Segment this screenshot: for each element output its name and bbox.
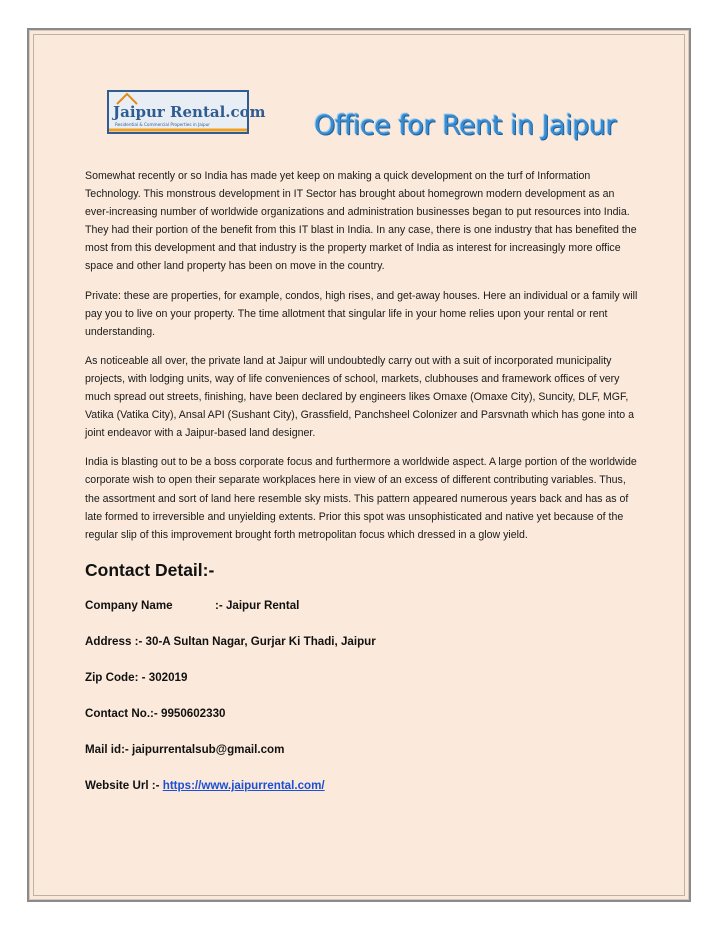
contact-zip: Zip Code: - 302019 [85, 670, 188, 684]
jaipur-rental-logo [107, 90, 266, 134]
company-value: :- Jaipur Rental [215, 598, 300, 612]
contact-phone: Contact No.:- 9950602330 [85, 706, 226, 720]
company-label: Company Name [85, 598, 173, 612]
paragraph-it-development: Somewhat recently or so India has made yet keep on making a quick development on the turf of Information Technology. This monstrous development in IT Sector has brought about homegrown modern development as an ever-increasing number of worldwide organizations and administration businesses began to put resources into India. They had their portion of the benefit from this IT blast in India. In any case, there is one industry that has benefited the most from this development and that industry is the property market of India as interest for increasingly more office space and other land property has been on move in the country. [85, 170, 637, 273]
contact-mail: Mail id:- jaipurrentalsub@gmail.com [85, 742, 285, 756]
website-label: Website Url :- [85, 778, 163, 792]
paragraph-india-corporate: India is blasting out to be a boss corporate focus and furthermore a worldwide aspect. A large portion of the worldwide corporate wish to open their separate workplaces here in view of an excess of different contributing variables. Thus, the assortment and sort of land here resemble sky mists. This pattern appeared numerous years back and has as of late formed to irreversible and unyielding extents. Prior this spot was unsophisticated and native yet because of the regular slip of this improvement brought forth metropolitan focus which dressed in a glow yield. [85, 456, 637, 541]
contact-website [85, 779, 641, 792]
logo-graphic [107, 90, 266, 134]
paragraph-jaipur-land: As noticeable all over, the private land at Jaipur will undoubtedly carry out with a suit of incorporated municipality projects, with lodging units, way of life conveniences of school, markets, clubhouses and framework offices of very much spread out streets, finishing, have been declared by engineers likes Omaxe (Omaxe City), Suncity, DLF, MGF, Vatika (Vatika City), Ansal API (Sushant City), Grassfield, Panchsheel Colonizer and Parsvnath which has gone into a joint endeavor with a Jaipur-based land designer. [85, 354, 634, 440]
logo-tagline: Residential & Commercial Properties in Jaipur [115, 122, 211, 127]
website-link[interactable]: https://www.jaipurrental.com/ [162, 778, 325, 792]
contact-company [85, 599, 641, 612]
page-title: Office for Rent in Jaipur [314, 110, 617, 141]
logo-brand-text: Jaipur Rental.com [113, 103, 266, 121]
contact-heading: Contact Detail:- [85, 559, 215, 580]
contact-address: Address :- 30-A Sultan Nagar, Gurjar Ki Thadi, Jaipur [85, 634, 376, 648]
document-body [85, 167, 641, 815]
paragraph-private: Private: these are properties, for example, condos, high rises, and get-away houses. Here an individual or a family will pay you to live on your property. The time allotment that singular life in your home relies upon your rental or rent understanding. [85, 289, 638, 338]
